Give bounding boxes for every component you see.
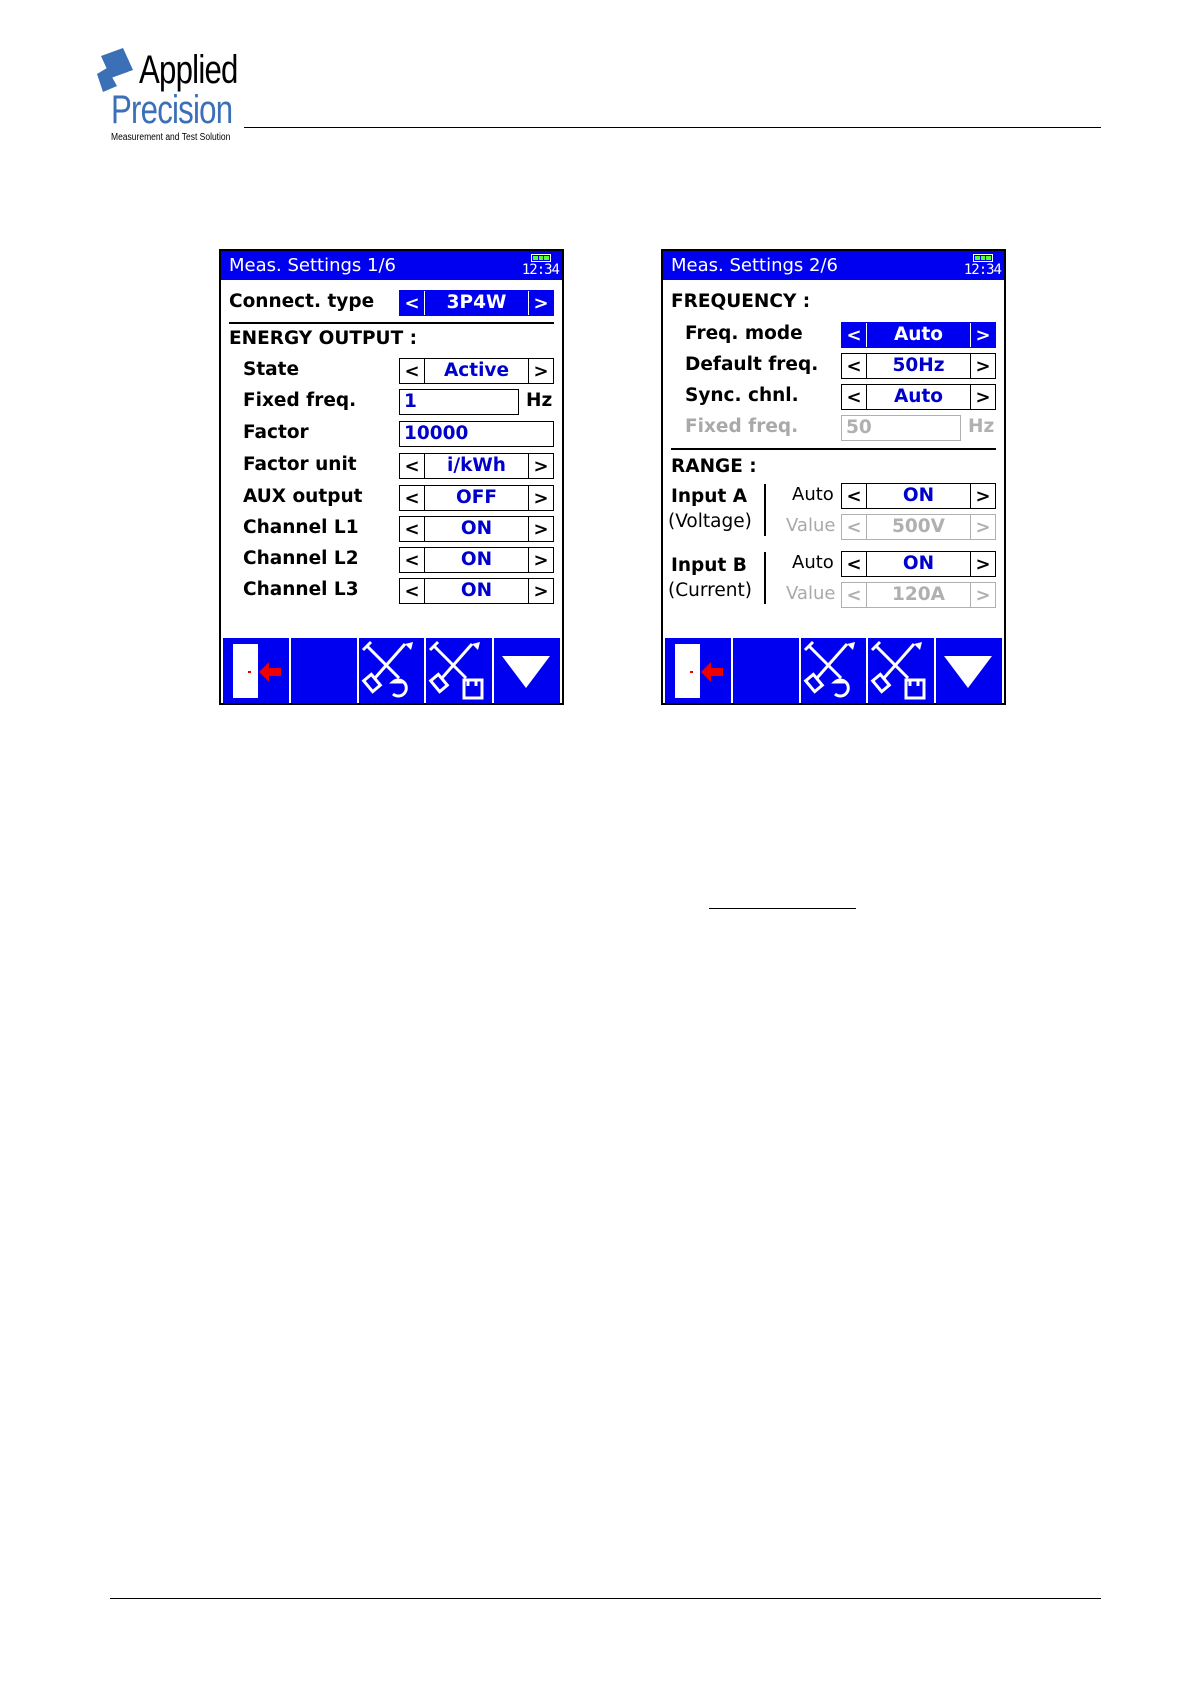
energy-output-heading: ENERGY OUTPUT : bbox=[229, 328, 418, 349]
channel-l1-value: ON bbox=[460, 518, 493, 539]
channel-l1-selector[interactable] bbox=[399, 516, 554, 542]
next-arrow[interactable]: > bbox=[528, 517, 553, 541]
connect-type-label: Connect. type bbox=[229, 291, 375, 312]
scroll-down-button[interactable] bbox=[936, 638, 1002, 703]
input-b-auto-label: Auto bbox=[792, 552, 834, 573]
input-b-sublabel: (Current) bbox=[668, 580, 752, 601]
input-b-value-selector bbox=[841, 582, 996, 608]
tools-save-button[interactable] bbox=[868, 638, 934, 703]
default-freq-value: 50Hz bbox=[892, 355, 945, 376]
brand-line2: Precision bbox=[111, 88, 233, 132]
tools-save-icon bbox=[868, 638, 933, 703]
fixed-freq-unit: Hz bbox=[526, 390, 553, 411]
freq-mode-label: Freq. mode bbox=[685, 323, 803, 344]
blank-button[interactable] bbox=[733, 638, 799, 703]
factor-unit-value: i/kWh bbox=[447, 455, 506, 476]
prev-arrow[interactable]: < bbox=[400, 486, 425, 510]
battery-icon bbox=[531, 254, 551, 262]
input-b-auto-value: ON bbox=[902, 553, 935, 574]
factor-unit-label: Factor unit bbox=[243, 454, 357, 475]
input-a-auto-label: Auto bbox=[792, 484, 834, 505]
prev-arrow[interactable]: < bbox=[400, 359, 425, 383]
down-triangle-icon bbox=[494, 638, 559, 703]
input-a-auto-selector[interactable] bbox=[841, 483, 996, 509]
footer-rule bbox=[110, 1598, 1101, 1599]
next-arrow[interactable]: > bbox=[970, 354, 995, 378]
connect-type-value: 3P4W bbox=[446, 292, 507, 313]
divider bbox=[671, 448, 996, 450]
next-arrow[interactable]: > bbox=[970, 484, 995, 508]
prev-arrow[interactable]: < bbox=[842, 323, 867, 347]
channel-l1-label: Channel L1 bbox=[243, 517, 359, 538]
sync-channel-value: Auto bbox=[893, 386, 944, 407]
scroll-down-button[interactable] bbox=[494, 638, 560, 703]
channel-l3-selector[interactable] bbox=[399, 578, 554, 604]
input-a-auto-value: ON bbox=[902, 485, 935, 506]
default-freq-label: Default freq. bbox=[685, 354, 819, 375]
prev-arrow[interactable]: < bbox=[400, 548, 425, 572]
freq-mode-value: Auto bbox=[893, 324, 944, 345]
default-freq-selector[interactable] bbox=[841, 353, 996, 379]
state-selector[interactable] bbox=[399, 358, 554, 384]
aux-output-value: OFF bbox=[455, 487, 497, 508]
channel-l2-label: Channel L2 bbox=[243, 548, 359, 569]
factor-label: Factor bbox=[243, 422, 309, 443]
prev-arrow: < bbox=[842, 515, 867, 539]
prev-arrow[interactable]: < bbox=[400, 517, 425, 541]
clock: 12:34 bbox=[521, 262, 559, 278]
next-arrow[interactable]: > bbox=[970, 385, 995, 409]
input-b-label: Input B bbox=[671, 555, 747, 576]
input-a-value-selector bbox=[841, 514, 996, 540]
prev-arrow: < bbox=[842, 583, 867, 607]
fixed-freq-label: Fixed freq. bbox=[685, 416, 799, 437]
tools-save-button[interactable] bbox=[426, 638, 492, 703]
tools-undo-icon bbox=[359, 638, 424, 703]
titlebar bbox=[221, 251, 562, 280]
next-arrow[interactable]: > bbox=[528, 548, 553, 572]
next-arrow[interactable]: > bbox=[970, 323, 995, 347]
toolbar bbox=[221, 638, 562, 703]
device-screen-1 bbox=[219, 249, 564, 705]
input-b-auto-selector[interactable] bbox=[841, 551, 996, 577]
channel-l3-label: Channel L3 bbox=[243, 579, 359, 600]
next-arrow: > bbox=[970, 515, 995, 539]
exit-door-icon bbox=[665, 638, 730, 703]
next-arrow[interactable]: > bbox=[970, 552, 995, 576]
next-arrow[interactable]: > bbox=[528, 486, 553, 510]
aux-output-selector[interactable] bbox=[399, 485, 554, 511]
channel-l2-value: ON bbox=[460, 549, 493, 570]
next-arrow[interactable]: > bbox=[528, 291, 553, 315]
input-b-separator bbox=[764, 552, 766, 604]
screen-title: Meas. Settings 2/6 bbox=[671, 255, 838, 276]
device-screen-2 bbox=[661, 249, 1006, 705]
connect-type-selector[interactable] bbox=[399, 290, 554, 316]
input-a-separator bbox=[764, 484, 766, 536]
input-a-value: 500V bbox=[892, 516, 945, 537]
prev-arrow[interactable]: < bbox=[400, 579, 425, 603]
next-arrow[interactable]: > bbox=[528, 359, 553, 383]
input-a-sublabel: (Voltage) bbox=[668, 511, 752, 532]
fixed-freq-input: 50 bbox=[841, 415, 961, 441]
freq-mode-selector[interactable] bbox=[841, 322, 996, 348]
tools-undo-icon bbox=[801, 638, 866, 703]
tools-save-icon bbox=[426, 638, 491, 703]
tools-undo-button[interactable] bbox=[359, 638, 425, 703]
exit-button[interactable] bbox=[223, 638, 289, 703]
channel-l2-selector[interactable] bbox=[399, 547, 554, 573]
screen-title: Meas. Settings 1/6 bbox=[229, 255, 396, 276]
channel-l3-value: ON bbox=[460, 580, 493, 601]
input-b-value: 120A bbox=[892, 584, 945, 605]
brand-logo bbox=[97, 44, 247, 144]
range-heading: RANGE : bbox=[671, 456, 757, 477]
exit-button[interactable] bbox=[665, 638, 731, 703]
sync-channel-selector[interactable] bbox=[841, 384, 996, 410]
prev-arrow[interactable]: < bbox=[842, 484, 867, 508]
aux-output-label: AUX output bbox=[243, 486, 363, 507]
prev-arrow[interactable]: < bbox=[400, 454, 425, 478]
prev-arrow[interactable]: < bbox=[842, 552, 867, 576]
factor-unit-selector[interactable] bbox=[399, 453, 554, 479]
next-arrow[interactable]: > bbox=[528, 579, 553, 603]
toolbar bbox=[663, 638, 1004, 703]
fixed-freq-input[interactable]: 1 bbox=[399, 389, 519, 415]
state-label: State bbox=[243, 359, 300, 380]
fixed-freq-unit: Hz bbox=[968, 416, 995, 437]
battery-icon bbox=[973, 254, 993, 262]
state-value: Active bbox=[443, 360, 510, 381]
blank-button[interactable] bbox=[291, 638, 357, 703]
clock: 12:34 bbox=[963, 262, 1001, 278]
brand-line1: Applied bbox=[139, 48, 238, 92]
exit-door-icon bbox=[223, 638, 288, 703]
input-b-value-label: Value bbox=[786, 583, 836, 604]
fixed-freq-label: Fixed freq. bbox=[243, 390, 357, 411]
input-a-value-label: Value bbox=[786, 515, 836, 536]
frequency-heading: FREQUENCY : bbox=[671, 291, 811, 312]
brand-tagline: Measurement and Test Solution bbox=[111, 132, 231, 143]
factor-input[interactable]: 10000 bbox=[399, 421, 554, 447]
header-rule bbox=[244, 127, 1101, 128]
logo-mark-icon bbox=[97, 48, 137, 92]
prev-arrow[interactable]: < bbox=[842, 385, 867, 409]
next-arrow[interactable]: > bbox=[528, 454, 553, 478]
input-a-label: Input A bbox=[671, 486, 748, 507]
tools-undo-button[interactable] bbox=[801, 638, 867, 703]
prev-arrow[interactable]: < bbox=[842, 354, 867, 378]
titlebar bbox=[663, 251, 1004, 280]
divider bbox=[229, 322, 554, 324]
down-triangle-icon bbox=[936, 638, 1001, 703]
prev-arrow[interactable]: < bbox=[400, 291, 425, 315]
next-arrow: > bbox=[970, 583, 995, 607]
mid-rule bbox=[709, 908, 856, 909]
sync-channel-label: Sync. chnl. bbox=[685, 385, 799, 406]
